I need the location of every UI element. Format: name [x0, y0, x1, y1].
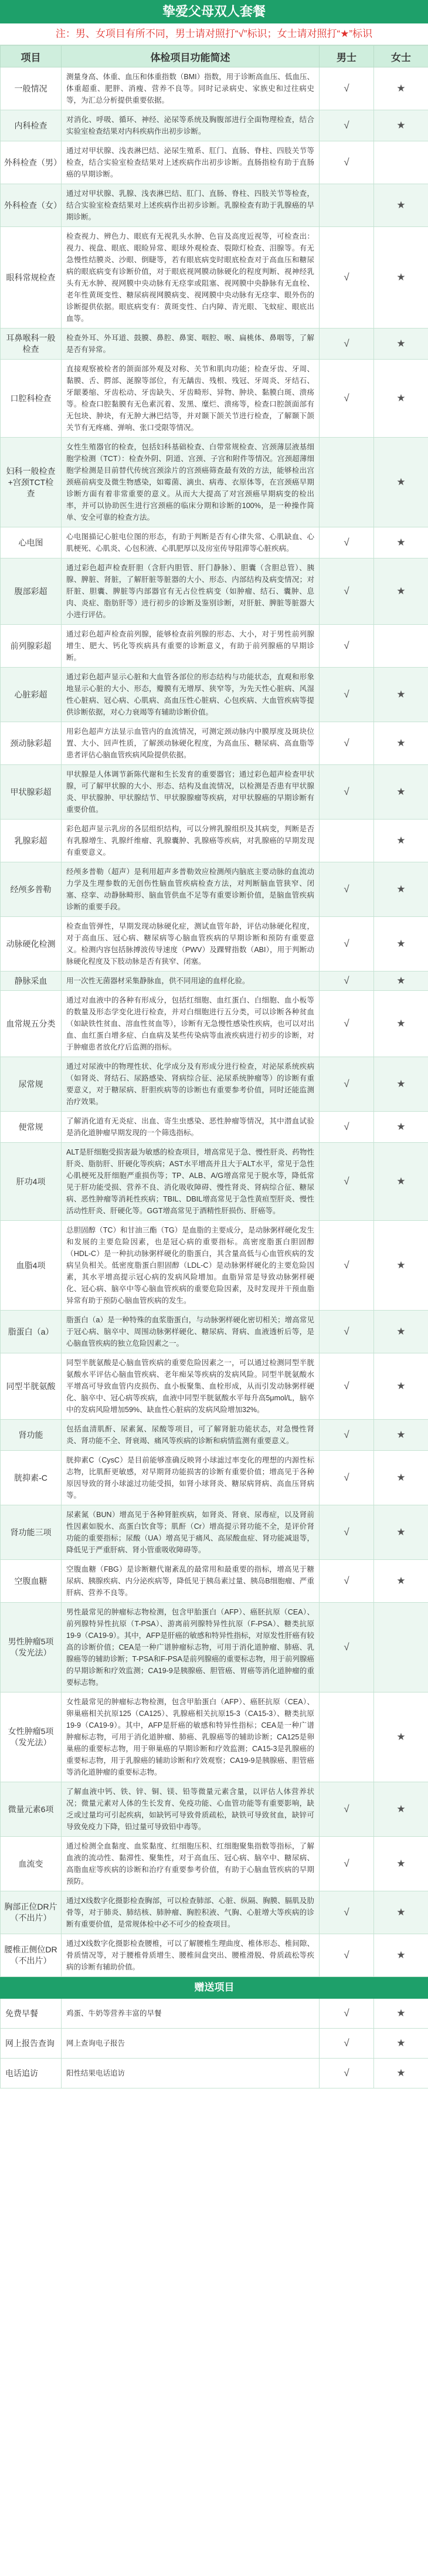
female-mark: ★	[374, 1451, 428, 1505]
item-description: 经颅多普勒（超声）是利用超声多普勒效应检测颅内脑底主要动脉的血流动力学及生理参数的无创伤性脑血管疾病检查方法，对判断脑血管狭窄、闭塞、痉挛、动静脉畸形、脑血管供血不足等有重要诊断价值，是脑血管疾病诊断的重要手段。	[62, 862, 320, 917]
item-name: 乳腺彩超	[1, 820, 62, 862]
item-description: 彩色超声显示乳房的各层组织结构，可以分辨乳腺组织及其病变，判断是否有乳腺增生、乳腺纤维瘤、乳腺囊肿、乳腺癌等疾病，对乳腺癌的早期发现有重要意义。	[62, 820, 320, 862]
male-mark: √	[320, 991, 374, 1057]
male-mark	[320, 820, 374, 862]
female-mark: ★	[374, 1934, 428, 1977]
header-female: 女士	[374, 46, 428, 67]
item-description: 检查视力、辨色力、眼底有无视乳头水肿、色盲及高度近视等，可检查出：视力、视盘、眼底、眼睑异常、眼球外观检查、裂隙灯检查、泪腺等。有无急慢性结膜炎、沙眼、倒睫等，若有眼底病变时眼底检查对于高血压和糖尿病的眼底病变有诊断价值，对于眼底视网膜动脉硬化的程度判断、视神经乳头有无水肿、视网膜中央动脉有无痉挛或阻塞、视网膜中央静脉有无血栓、老年性黄斑变性、糖尿病视网膜病变、视网膜中央动脉有无痉挛、眼外伤的诊断提供依据。眼底病变有：黄斑变性、白内障、青光眼、飞蚊症、眼底出血等。	[62, 227, 320, 329]
female-mark: ★	[374, 1143, 428, 1221]
table-row	[1, 184, 428, 227]
item-name: 前列腺彩超	[1, 625, 62, 668]
table-row	[1, 141, 428, 184]
female-mark: ★	[374, 765, 428, 820]
female-mark: ★	[374, 1505, 428, 1560]
item-description: 通过彩色超声检查前列腺，能够检查前列腺的形态、大小，对于男性前列腺增生、肥大、钙化等疾病具有重要的诊断意义，有助于前列腺癌的早期诊断。	[62, 625, 320, 668]
item-name: 肝功4项	[1, 1143, 62, 1221]
male-mark: √	[320, 1057, 374, 1112]
female-mark: ★	[374, 1560, 428, 1603]
item-description: 网上查询电子报告	[62, 2029, 320, 2059]
table-row	[1, 862, 428, 917]
female-mark	[374, 141, 428, 184]
table-row	[1, 2029, 428, 2059]
female-mark: ★	[374, 722, 428, 765]
item-name: 女性肿瘤5项（发光法）	[1, 1692, 62, 1782]
item-description: 了解血液中钙、铁、锌、铜、镁、铅等微量元素含量，以评估人体营养状况；微量元素对人体的生长发育、免疫功能、心血管功能等有重要影响，缺乏或过量均可引起疾病，如缺钙可导致骨质疏松，缺铁可导致贫血，缺锌可导致免疫力下降，铅过量可导致铅中毒等。	[62, 1782, 320, 1837]
female-mark: ★	[374, 820, 428, 862]
female-mark: ★	[374, 1692, 428, 1782]
item-description: 检查外耳、外耳道、鼓膜、鼻腔、鼻窦、咽腔、喉、扁桃体、鼻咽等，了解是否有异常。	[62, 329, 320, 360]
female-mark: ★	[374, 2059, 428, 2088]
female-mark: ★	[374, 1420, 428, 1451]
item-description: 胱抑素C（CysC）是目前能够准确反映肾小球滤过率变化的理想的内源性标志物，比肌酐更敏感，对早期肾功能损害的诊断有重要价值；增高见于各种原因导致的肾小球滤过功能受损，如肾小球肾炎、糖尿病肾病、高血压肾病等。	[62, 1451, 320, 1505]
item-description: 通过彩色超声检查肝胆（含肝内胆管、肝门静脉）、胆囊（含胆总管）、胰腺、脾脏、肾脏，了解肝脏等脏器的大小、形态、内部结构及病变情况；对肝脏、胆囊、脾脏等内部器官有无占位性病变（如肿瘤、结石、囊肿、息肉、炎症、脂肪肝等）进行初步的诊断及鉴别诊断，对肝脏、脾脏等脏器大小进行评估。	[62, 558, 320, 625]
female-mark: ★	[374, 1353, 428, 1420]
male-mark: √	[320, 1891, 374, 1934]
table-row	[1, 1837, 428, 1891]
table-row	[1, 360, 428, 438]
female-mark: ★	[374, 558, 428, 625]
item-description: 检查血管弹性，早期发现动脉硬化症，测试血管年龄，评估动脉硬化程度，对于高血压、冠心病、糖尿病等心脑血管疾病的早期诊断和预防有重要意义。检测内容包括脉搏波传导速度（PWV）及踝臂指数（ABI），用于判断动脉硬化程度及下肢动脉是否有狭窄、闭塞。	[62, 917, 320, 971]
item-name: 甲状腺彩超	[1, 765, 62, 820]
female-mark: ★	[374, 1782, 428, 1837]
male-mark: √	[320, 722, 374, 765]
table-row	[1, 1420, 428, 1451]
female-mark: ★	[374, 862, 428, 917]
female-mark: ★	[374, 360, 428, 438]
table-row	[1, 1505, 428, 1560]
male-mark: √	[320, 1353, 374, 1420]
female-mark: ★	[374, 2029, 428, 2059]
male-mark: √	[320, 1112, 374, 1143]
item-description: 尿素氮（BUN）增高见于各种肾脏疾病，如肾炎、肾衰、尿毒症，以及肾前性因素如脱水、高蛋白饮食等；肌酐（Cr）增高提示肾功能不全，是评价肾功能的重要指标；尿酸（UA）增高见于痛风、高尿酸血症、肾功能减退等，降低见于严重肝病、肾小管重吸收障碍等。	[62, 1505, 320, 1560]
item-description: 心电图描记心脏电位图的形态，有助于判断是否有心律失常、心肌缺血、心肌梗死、心肌炎、心包积液、心肌肥厚以及房室传导阻滞等心脏疾病。	[62, 527, 320, 558]
table-row	[1, 971, 428, 991]
table-row	[1, 1143, 428, 1221]
table-row	[1, 1057, 428, 1112]
item-description: 通过X线数字化摄影检查胸部，可以检查肺部、心脏、纵隔、胸膜、膈肌及肋骨等，对于肺炎、肺结核、肺肿瘤、胸腔积液、气胸、心脏增大等疾病的诊断有重要价值，是常规体检中必不可少的检查项目。	[62, 1891, 320, 1934]
table-header-row	[1, 46, 428, 67]
item-name: 颈动脉彩超	[1, 722, 62, 765]
item-name: 胸部正位DR片（不出片）	[1, 1891, 62, 1934]
exam-items-table	[0, 45, 428, 2088]
item-name: 同型半胱氨酸	[1, 1353, 62, 1420]
table-row	[1, 1112, 428, 1143]
item-description: 通过X线数字化摄影检查腰椎，可以了解腰椎生理曲度、椎体形态、椎间隙、骨质情况等，对于腰椎骨质增生、腰椎间盘突出、腰椎滑脱、骨质疏松等疾病的诊断有辅助价值。	[62, 1934, 320, 1977]
item-name: 心脏彩超	[1, 668, 62, 722]
item-description: ALT是肝细胞受损害最为敏感的检查项目，增高常见于急、慢性肝炎、药物性肝炎、脂肪肝、肝硬化等疾病；AST水平增高并且大于ALT水平，常见于急性心肌梗死及肝细胞严重损伤等；TP、ALB、A/G增高常见于脱水等，降低常见于肝功能受损、营养不良、消化吸收障碍、慢性肾炎、肾病综合征、糖尿病、恶性肿瘤等消耗性疾病；TBIL、DBIL增高常见于急性黄疸型肝炎、慢性活动性肝炎、肝硬化等。GGT增高常见于酒精性肝损伤、肝癌等。	[62, 1143, 320, 1221]
gift-items-body	[1, 1999, 428, 2088]
male-mark: √	[320, 558, 374, 625]
male-mark: √	[320, 2059, 374, 2088]
item-name: 静脉采血	[1, 971, 62, 991]
item-description: 总胆固醇（TC）和甘油三酯（TG）是血脂的主要成分，是动脉粥样硬化发生和发展的主要危险因素，也是冠心病的重要指标。高密度脂蛋白胆固醇（HDL-C）是一种抗动脉粥样硬化的脂蛋白，其含量高低与心血管疾病的发病呈负相关。低密度脂蛋白胆固醇（LDL-C）是动脉粥样硬化的主要危险因素，其水平增高提示冠心病的发病风险增加。血脂异常是导致动脉粥样硬化、冠心病、脑卒中等心脑血管疾病的重要危险因素，及时发现并干预血脂异常有助于预防心脑血管疾病的发生。	[62, 1221, 320, 1311]
item-description: 同型半胱氨酸是心脑血管疾病的重要危险因素之一，可以通过检测同型半胱氨酸水平评估心脑血管疾病、老年痴呆等疾病的发病风险。同型半胱氨酸水平增高可导致血管内皮损伤、血小板聚集、血栓形成，从而引发动脉粥样硬化、脑卒中、冠心病等疾病，血液中同型半胱氨酸水平每升高5μmol/L，脑卒中的发病风险增加59%、缺血性心脏病的发病风险增加32%。	[62, 1353, 320, 1420]
item-name: 男性肿瘤5项（发光法）	[1, 1603, 62, 1692]
item-name: 便常规	[1, 1112, 62, 1143]
item-description: 女性生殖器官的检查，包括妇科基础检查、白带常规检查、宫颈薄层液基细胞学检测（TCT）：检查外阴、阴道、宫颈、子宫和附件等情况。宫颈超薄细胞学检测是目前替代传统宫颈涂片的宫颈癌筛查最有效的方法，能够检出宫颈癌前病变及微生物感染，如霉菌、滴虫、病毒、衣原体等，在宫颈癌早期诊断方面有着非常重要的意义。从而大大提高了对宫颈癌早期病变的检出率，并可以协助医生进行宫颈癌的临床分期和诊断的100%，是一种操作简单、安全可靠的检查方法。	[62, 438, 320, 527]
male-mark: √	[320, 1420, 374, 1451]
item-description: 测量身高、体重、血压和体重指数（BMI）指数，用于诊断高血压、低血压、体重超重、肥胖、消瘦、营养不良等。同时记录病史、家族史和过往病史等，为汇总分析提供重要依据。	[62, 67, 320, 110]
item-name: 腹部彩超	[1, 558, 62, 625]
item-name: 肾功能	[1, 1420, 62, 1451]
male-mark: √	[320, 67, 374, 110]
male-mark: √	[320, 1999, 374, 2029]
table-row	[1, 527, 428, 558]
female-mark	[374, 625, 428, 668]
female-mark: ★	[374, 991, 428, 1057]
table-row	[1, 67, 428, 110]
page-title: 挚爱父母双人套餐	[0, 0, 428, 23]
male-mark: √	[320, 625, 374, 668]
table-row	[1, 1353, 428, 1420]
item-name: 肾功能三项	[1, 1505, 62, 1560]
table-row	[1, 2059, 428, 2088]
item-name: 血脂4项	[1, 1221, 62, 1311]
item-description: 女性最常见的肿瘤标志物检测，包含甲胎蛋白（AFP）、癌胚抗原（CEA）、卵巢癌相关抗原125（CA125）、乳腺癌相关抗原15-3（CA15-3）、糖类抗原19-9（CA19-9）。其中，AFP是肝癌的敏感和特异性指标；CEA是一种广谱肿瘤标志物，可用于消化道肿瘤、肺癌、乳腺癌等的辅助诊断；CA125是卵巢癌的重要标志物，用于卵巢癌的早期诊断和疗效监测；CA15-3是乳腺癌的重要标志物，用于乳腺癌的辅助诊断和疗效观察；CA19-9是胰腺癌、胆管癌等消化道肿瘤的重要标志物。	[62, 1692, 320, 1782]
male-mark: √	[320, 1560, 374, 1603]
item-name: 心电图	[1, 527, 62, 558]
table-row	[1, 1692, 428, 1782]
female-mark: ★	[374, 227, 428, 329]
item-description: 男性最常见的肿瘤标志物检测，包含甲胎蛋白（AFP）、癌胚抗原（CEA）、前列腺特异性抗原（T-PSA）、游离前列腺特异性抗原（F-PSA）、糖类抗原19-9（CA19-9）。其中，AFP是肝癌的敏感和特异性指标，对原发性肝癌有较高的诊断价值；CEA是一种广谱肿瘤标志物，可用于消化道肿瘤、肺癌、乳腺癌等的辅助诊断；T-PSA和F-PSA是前列腺癌的重要标志物，用于前列腺癌的早期诊断和疗效监测；CA19-9是胰腺癌、胆管癌、胃癌等消化道肿瘤的重要标志物。	[62, 1603, 320, 1692]
table-row	[1, 329, 428, 360]
male-mark: √	[320, 1837, 374, 1891]
item-description: 脂蛋白（a）是一种特殊的血浆脂蛋白，与动脉粥样硬化密切相关；增高常见于冠心病、脑卒中、周围动脉粥样硬化、糖尿病、肾病、血液透析后等，是心脑血管疾病的独立危险因素之一。	[62, 1311, 320, 1353]
female-mark	[374, 1603, 428, 1692]
female-mark: ★	[374, 1999, 428, 2029]
item-name: 空腹血糖	[1, 1560, 62, 1603]
male-mark	[320, 184, 374, 227]
male-mark: √	[320, 227, 374, 329]
item-description: 空腹血糖（FBG）是诊断糖代谢紊乱的最常用和最重要的指标，增高见于糖尿病、胰腺疾病、内分泌疾病等，降低见于胰岛素过量、胰岛B细胞瘤、严重肝病、营养不良等。	[62, 1560, 320, 1603]
item-name: 电话追访	[1, 2059, 62, 2088]
table-row	[1, 227, 428, 329]
female-mark: ★	[374, 1112, 428, 1143]
table-row	[1, 1934, 428, 1977]
male-mark: √	[320, 1505, 374, 1560]
table-row	[1, 820, 428, 862]
male-mark: √	[320, 1311, 374, 1353]
table-row	[1, 1311, 428, 1353]
item-description: 通过检测全血黏度、血浆黏度、红细胞压积、红细胞聚集指数等指标，了解血液的流动性、黏滞性、聚集性，对于高血压、冠心病、脑卒中、糖尿病、高脂血症等疾病的诊断和治疗有重要参考价值，有助于心脑血管疾病的早期预防。	[62, 1837, 320, 1891]
item-description: 用一次性无菌器材采集静脉血，供不同用途的血样化验。	[62, 971, 320, 991]
item-description: 阳性结果电话追访	[62, 2059, 320, 2088]
table-row	[1, 765, 428, 820]
table-row	[1, 1603, 428, 1692]
male-mark: √	[320, 141, 374, 184]
female-mark: ★	[374, 1837, 428, 1891]
female-mark: ★	[374, 184, 428, 227]
item-name: 腰椎正侧位DR（不出片）	[1, 1934, 62, 1977]
male-mark: √	[320, 110, 374, 141]
item-name: 耳鼻喉科一般检查	[1, 329, 62, 360]
header-item: 项目	[1, 46, 62, 67]
item-description: 通过对甲状腺、浅表淋巴结、泌尿生殖系、肛门、直肠、脊柱、四肢关节等检查，结合实验室检查结果对上述疾病作出初步诊断。直肠指检有助于直肠癌的早期诊断。	[62, 141, 320, 184]
female-mark: ★	[374, 917, 428, 971]
table-row	[1, 917, 428, 971]
item-description: 了解消化道有无炎症、出血、寄生虫感染、恶性肿瘤等情况，其中潜血试验是消化道肿瘤早期发现的一个筛选指标。	[62, 1112, 320, 1143]
table-row	[1, 558, 428, 625]
table-row	[1, 668, 428, 722]
male-mark: √	[320, 971, 374, 991]
item-name: 微量元素6项	[1, 1782, 62, 1837]
male-mark: √	[320, 668, 374, 722]
item-name: 一般情况	[1, 67, 62, 110]
female-mark: ★	[374, 1221, 428, 1311]
male-mark: √	[320, 917, 374, 971]
table-row	[1, 1451, 428, 1505]
item-name: 血流变	[1, 1837, 62, 1891]
table-row	[1, 991, 428, 1057]
male-mark: √	[320, 862, 374, 917]
female-mark: ★	[374, 67, 428, 110]
male-mark: √	[320, 1603, 374, 1692]
item-description: 通过对尿液中的物理性状、化学成分及有形成分进行检查，对泌尿系统疾病（如肾炎、肾结石、尿路感染、肾病综合征、泌尿系统肿瘤等）的诊断有重要意义，对于糖尿病、肝胆疾病等的诊断也有重要参考价值，同时还能监测治疗效果。	[62, 1057, 320, 1112]
male-mark: √	[320, 360, 374, 438]
gift-title: 赠送项目	[1, 1977, 428, 1999]
male-mark: √	[320, 1221, 374, 1311]
male-mark: √	[320, 765, 374, 820]
item-name: 内科检查	[1, 110, 62, 141]
gender-note: 注：男、女项目有所不同，男士请对照打“√”标识；女士请对照打“★”标识	[0, 23, 428, 45]
table-row	[1, 1221, 428, 1311]
table-row	[1, 625, 428, 668]
table-row	[1, 1782, 428, 1837]
item-name: 眼科常规检查	[1, 227, 62, 329]
item-name: 经颅多普勒	[1, 862, 62, 917]
item-name: 免费早餐	[1, 1999, 62, 2029]
item-description: 通过彩色超声显示心脏和大血管各部位的形态结构与功能状态，直观和形象地显示心脏的大小、形态，瓣膜有无增厚、狭窄等，为先天性心脏病、风湿性心脏病、冠心病、心肌病、高血压性心脏病、心包疾病、大血管疾病等提供诊断依据，对心力衰竭等有辅助诊断价值。	[62, 668, 320, 722]
table-row	[1, 1999, 428, 2029]
gift-title-row	[1, 1977, 428, 1999]
item-name: 尿常规	[1, 1057, 62, 1112]
header-desc: 体检项目功能简述	[62, 46, 320, 67]
table-row	[1, 110, 428, 141]
female-mark: ★	[374, 110, 428, 141]
male-mark: √	[320, 1451, 374, 1505]
item-name: 妇科一般检查+宫颈TCT检查	[1, 438, 62, 527]
item-description: 鸡蛋、牛奶等营养丰富的早餐	[62, 1999, 320, 2029]
table-row	[1, 722, 428, 765]
female-mark: ★	[374, 1057, 428, 1112]
item-description: 对消化、呼吸、循环、神经、泌尿等系统及胸腹部进行全面物理检查，结合实验室检查结果对内科疾病作出初步诊断。	[62, 110, 320, 141]
male-mark: √	[320, 1143, 374, 1221]
item-description: 通过对甲状腺、乳腺、浅表淋巴结、肛门、直肠、脊柱、四肢关节等检查，结合实验室检查结果对上述疾病作出初步诊断。乳腺检查有助于乳腺癌的早期诊断。	[62, 184, 320, 227]
male-mark: √	[320, 1782, 374, 1837]
male-mark: √	[320, 2029, 374, 2059]
female-mark: ★	[374, 329, 428, 360]
item-name: 脂蛋白（a）	[1, 1311, 62, 1353]
female-mark: ★	[374, 438, 428, 527]
item-name: 动脉硬化检测	[1, 917, 62, 971]
item-description: 通过对血液中的各种有形成分，包括红细胞、血红蛋白、白细胞、血小板等的数量及形态学变化进行检查，并对白细胞进行五分类，可以诊断各种贫血（如缺铁性贫血、溶血性贫血等），诊断有无急慢性感染性疾病，也可以对出血、血红蛋白增多症、白血病及某些传染病等血液疾病进行初步的诊断，对于肿瘤患者放化疗后监测的指标。	[62, 991, 320, 1057]
item-name: 口腔科检查	[1, 360, 62, 438]
male-mark	[320, 1692, 374, 1782]
item-description: 直接观察被检者的颌面部外观及对称、关节和肌肉功能；检查牙齿、牙周、黏膜、舌、腭部、涎腺等部位，有无龋齿、残根、残冠、牙周炎、牙结石、牙龈萎缩、牙齿松动、牙齿缺失、牙齿畸形、异物、肿块、黏膜白斑、溃疡等。检查口腔黏膜有无色素沉着、发黑、糜烂、溃疡等，检查口腔颌面部有无包块、肿块，有无肿大淋巴结等，并对颞下颌关节进行检查，了解颞下颌关节有无疼痛、弹响、张口受限等情况。	[62, 360, 320, 438]
female-mark: ★	[374, 1311, 428, 1353]
male-mark: √	[320, 527, 374, 558]
female-mark: ★	[374, 668, 428, 722]
item-name: 外科检查（男）	[1, 141, 62, 184]
table-row	[1, 438, 428, 527]
table-row	[1, 1560, 428, 1603]
male-mark: √	[320, 1934, 374, 1977]
item-description: 甲状腺是人体调节新陈代谢和生长发育的重要器官；通过彩色超声检查甲状腺，可了解甲状腺的大小、形态、结构及血流情况，以检测是否患有甲状腺炎、甲状腺肿、甲状腺结节、甲状腺腺瘤等疾病，对甲状腺癌的早期诊断有重要价值。	[62, 765, 320, 820]
male-mark	[320, 438, 374, 527]
item-name: 外科检查（女）	[1, 184, 62, 227]
item-name: 网上报告查询	[1, 2029, 62, 2059]
table-row	[1, 1891, 428, 1934]
female-mark: ★	[374, 527, 428, 558]
item-name: 血常规五分类	[1, 991, 62, 1057]
item-description: 用彩色超声方法显示血管内的血流情况，可测定颈动脉内中膜厚度及斑块位置、大小、回声性质，了解颈动脉硬化程度，为高血压、糖尿病、高血脂等患者评估心脑血管疾病风险提供依据。	[62, 722, 320, 765]
item-name: 胱抑素-C	[1, 1451, 62, 1505]
exam-items-body	[1, 67, 428, 1977]
female-mark: ★	[374, 1891, 428, 1934]
item-description: 包括血清肌酐、尿素氮、尿酸等项目，可了解肾脏功能状态，对急慢性肾炎、肾功能不全、肾衰竭、痛风等疾病的诊断和病情监测有重要意义。	[62, 1420, 320, 1451]
male-mark: √	[320, 329, 374, 360]
header-male: 男士	[320, 46, 374, 67]
female-mark: ★	[374, 971, 428, 991]
